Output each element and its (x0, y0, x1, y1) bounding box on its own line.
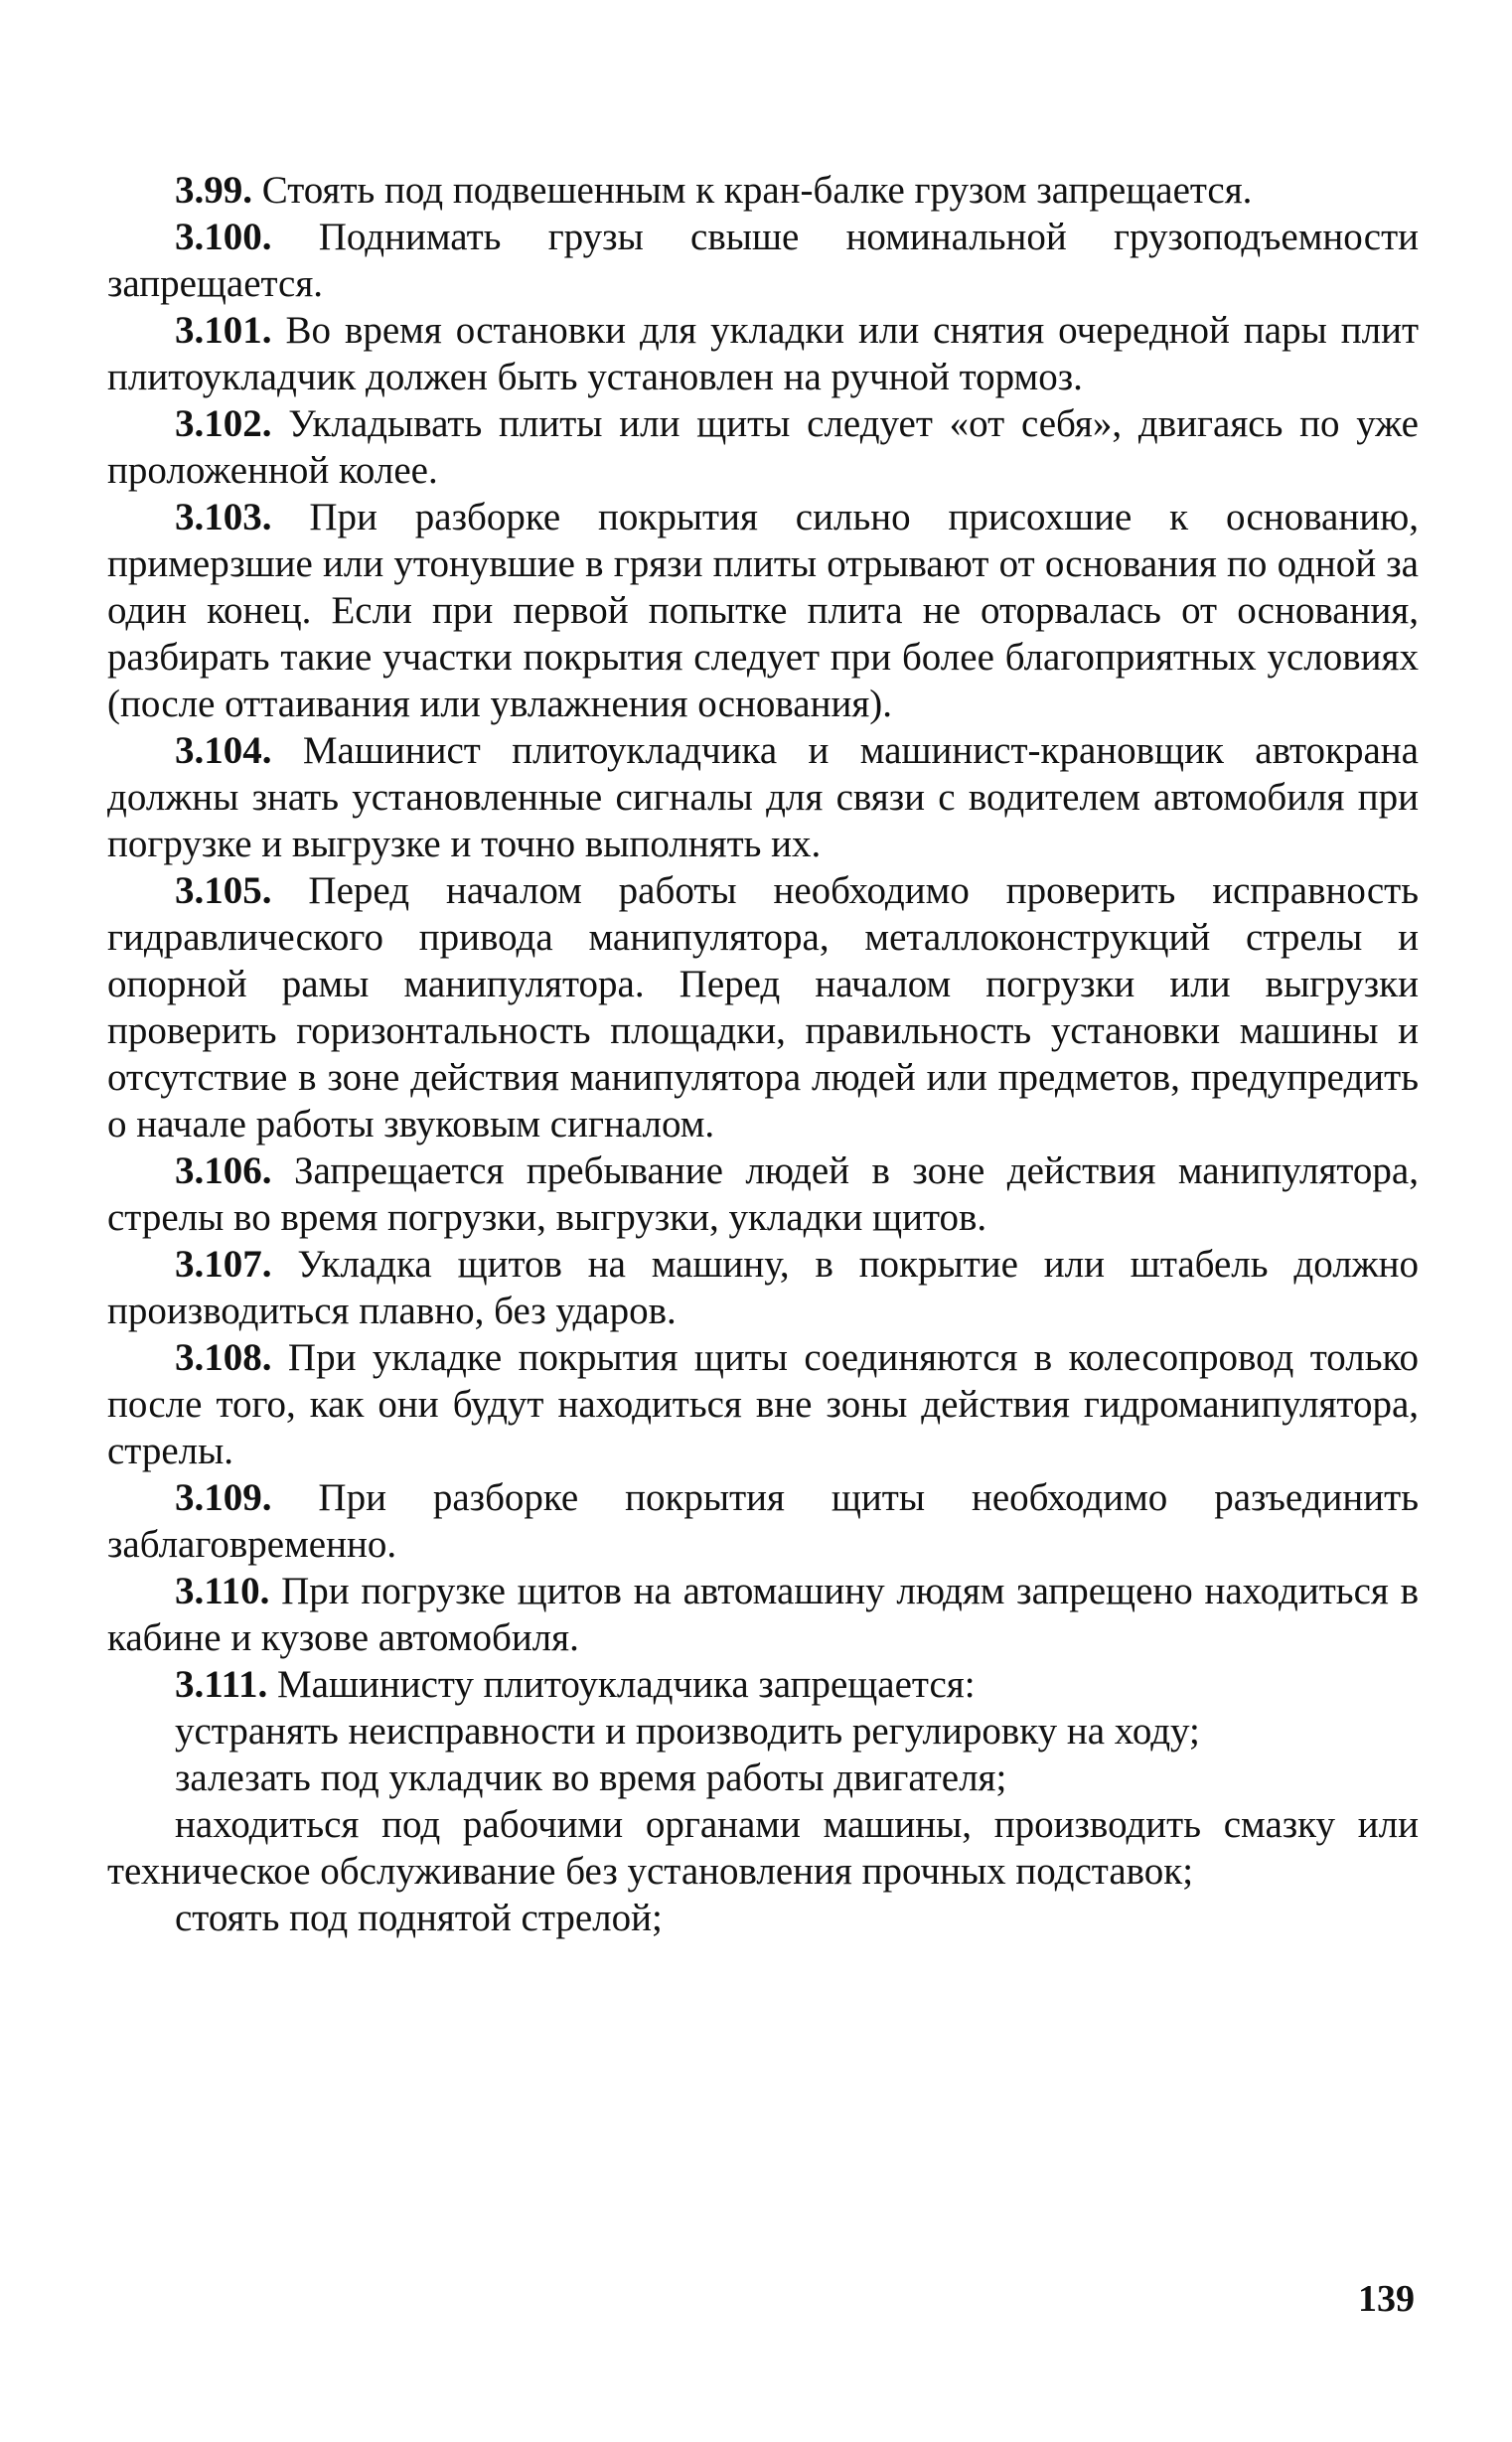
paragraph-3-104 (107, 727, 1419, 867)
paragraph-3-105 (107, 867, 1419, 1147)
page-body (107, 167, 1419, 1941)
paragraph-3-110 (107, 1568, 1419, 1661)
paragraph-3-100 (107, 214, 1419, 307)
prohibition-item: стоять под поднятой стрелой; (175, 1897, 663, 1939)
prohibition-item: находиться под рабочими органами машины, производить смазку или техническое обслуживание без установления прочных подставок; (107, 1803, 1419, 1893)
paragraph-3-111 (107, 1661, 1419, 1708)
clause-text: При укладке покрытия щиты соединяются в колесопровод только после того, как они будут находиться вне зоны действия гидроманипулятора, стрелы. (107, 1336, 1419, 1472)
clause-number: 3.99. (175, 169, 252, 212)
clause-text: При погрузке щитов на автомашину людям запрещено находиться в кабине и кузове автомобиля. (107, 1570, 1419, 1659)
clause-text: Поднимать грузы свыше номинальной грузоподъемности запрещается. (107, 216, 1419, 305)
paragraph-3-101 (107, 307, 1419, 400)
clause-text: Укладывать плиты или щиты следует «от себя», двигаясь по уже проложенной колее. (107, 402, 1419, 492)
paragraph-3-107 (107, 1241, 1419, 1334)
clause-text: Во время остановки для укладки или снятия очередной пары плит плитоукладчик должен быть установлен на ручной тормоз. (107, 309, 1419, 398)
clause-text: Стоять под подвешенным к кран-балке грузом запрещается. (252, 169, 1253, 212)
clause-number: 3.109. (175, 1476, 272, 1519)
clause-number: 3.102. (175, 402, 272, 445)
clause-text: Машинисту плитоукладчика запрещается: (267, 1663, 976, 1706)
clause-number: 3.101. (175, 309, 272, 352)
paragraph-3-106 (107, 1147, 1419, 1241)
clause-number: 3.105. (175, 869, 272, 912)
clause-text: При разборке покрытия сильно присохшие к основанию, примерзшие или утонувшие в грязи плиты отрывают от основания по одной за один конец. Если при первой попытке плита не оторвалась от основания, разбирать такие участки покрытия следует при более благоприятных условиях (после оттаивания или увлажнения основания). (107, 496, 1419, 725)
clause-number: 3.108. (175, 1336, 272, 1379)
paragraph-3-103 (107, 494, 1419, 727)
clause-number: 3.100. (175, 216, 272, 258)
page-number: 139 (1358, 2278, 1415, 2320)
clause-number: 3.103. (175, 496, 272, 538)
prohibition-item: залезать под укладчик во время работы двигателя; (175, 1756, 1007, 1799)
clause-number: 3.104. (175, 729, 272, 772)
paragraph-3-108 (107, 1334, 1419, 1474)
clause-text: При разборке покрытия щиты необходимо разъединить заблаговременно. (107, 1476, 1419, 1566)
clause-text: Укладка щитов на машину, в покрытие или штабель должно производиться плавно, без ударов. (107, 1243, 1419, 1332)
paragraph-3-109 (107, 1474, 1419, 1568)
paragraph-3-99 (107, 167, 1419, 214)
clause-number: 3.111. (175, 1663, 268, 1706)
prohibition-item: устранять неисправности и производить регулировку на ходу; (175, 1710, 1200, 1753)
clause-number: 3.107. (175, 1243, 272, 1286)
clause-text: Перед началом работы необходимо проверить исправность гидравлического привода манипулятора, металлоконструкций стрелы и опорной рамы манипулятора. Перед началом погрузки или выгрузки проверить горизонтальность площадки, правильность установки машины и отсутствие в зоне действия манипулятора людей или предметов, предупредить о начале работы звуковым сигналом. (107, 869, 1419, 1145)
clause-text: Машинист плитоукладчика и машинист-крановщик автокрана должны знать установленные сигналы для связи с водителем автомобиля при погрузке и выгрузке и точно выполнять их. (107, 729, 1419, 865)
paragraph-3-102 (107, 400, 1419, 494)
clause-text: Запрещается пребывание людей в зоне действия манипулятора, стрелы во время погрузки, выгрузки, укладки щитов. (107, 1149, 1419, 1239)
clause-number: 3.110. (175, 1570, 270, 1612)
clause-number: 3.106. (175, 1149, 272, 1192)
